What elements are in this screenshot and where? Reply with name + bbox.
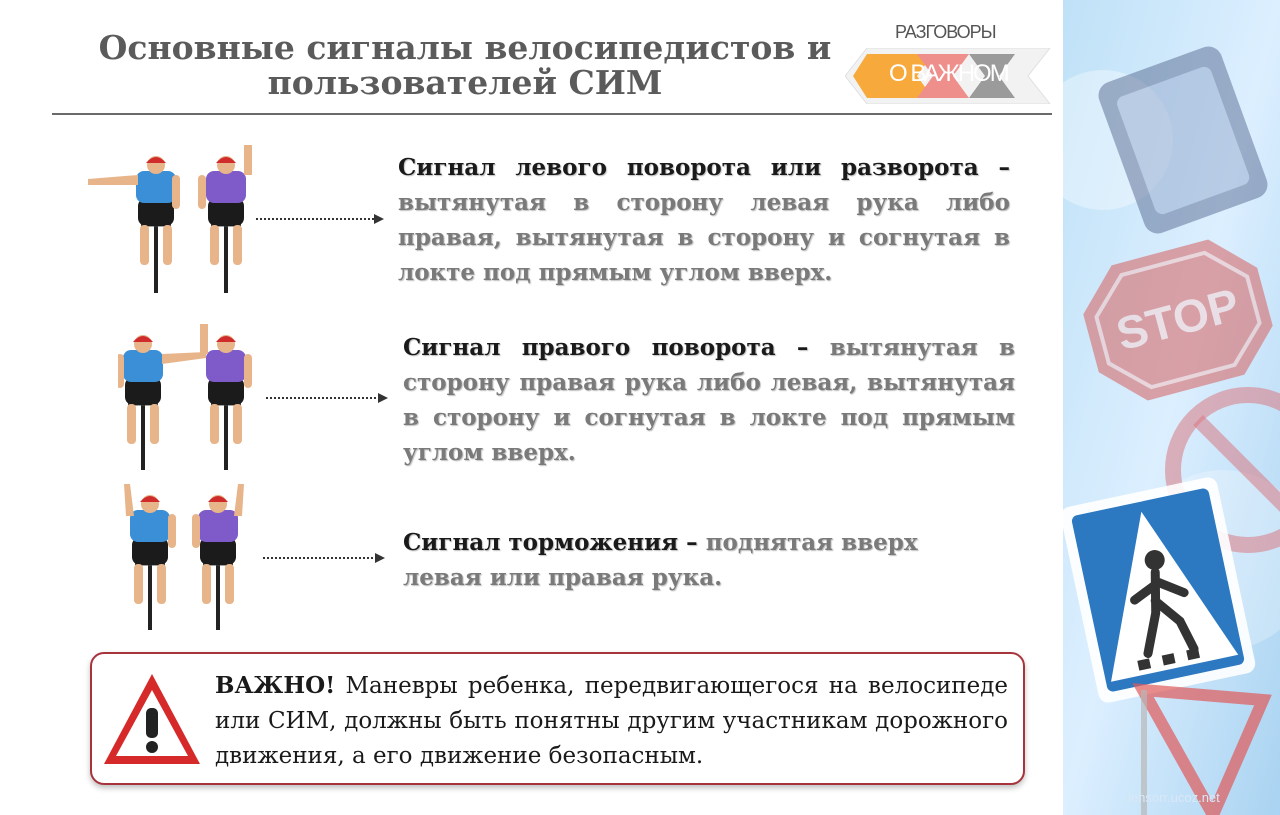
signal-left-turn (398, 150, 1010, 290)
important-lead: ВАЖНО! (215, 672, 336, 699)
signal-left-turn-text: вытянутая в сторону левая рука либо правая, вытянутая в сторону и согнутая в локте под прямым углом вверх. (398, 189, 1010, 286)
cyclist-right-arm-extended (118, 335, 206, 470)
signal-3-arrow-icon (263, 552, 387, 564)
page-title (60, 30, 870, 100)
signal-braking (403, 525, 1003, 595)
title-line-1: Основные сигналы велосипедистов и (98, 28, 832, 67)
signal-right-turn-heading: Сигнал правого поворота – (403, 334, 809, 361)
important-text (215, 668, 1008, 774)
watermark: lensorr.ucoz.net (1128, 790, 1220, 805)
title-divider (52, 113, 1052, 115)
cyclist-right-arm-bent (198, 145, 252, 293)
cyclist-left-arm-up (124, 484, 176, 630)
important-notice (90, 652, 1025, 785)
left-turn-cyclists-illustration (86, 143, 256, 298)
warning-icon (100, 670, 204, 770)
road-signs-illustration (1063, 0, 1280, 815)
braking-cyclists-illustration (118, 482, 253, 632)
signal-right-turn (403, 330, 1015, 470)
stop-sign-text: STOP (1110, 277, 1245, 361)
title-line-2: пользователей СИМ (267, 63, 663, 102)
cyclist-right-arm-up (192, 484, 244, 630)
signal-braking-heading: Сигнал торможения – (403, 529, 698, 556)
signal-right-turn-text: вытянутая в сторону правая рука либо левая, вытянутая в сторону и согнутая в локте под прямым углом вверх. (403, 334, 1015, 466)
signal-braking-text: поднятая вверх левая или правая рука. (403, 529, 918, 591)
cyclist-left-arm-bent (200, 324, 252, 470)
cyclist-left-arm-extended (88, 156, 180, 293)
right-turn-cyclists-illustration (118, 322, 253, 472)
logo-badge-text: О ВАЖНОМ (889, 60, 1008, 87)
logo (845, 20, 1053, 104)
signal-1-arrow-icon (256, 213, 386, 225)
signal-2-arrow-icon (266, 392, 390, 404)
important-body: Маневры ребенка, передвигающегося на велосипеде или СИМ, должны быть понятны другим участникам дорожного движения, а его движение безопасным. (215, 673, 1009, 769)
logo-top-text: РАЗГОВОРЫ (895, 22, 996, 42)
signal-left-turn-heading: Сигнал левого поворота или разворота – (398, 154, 1010, 181)
